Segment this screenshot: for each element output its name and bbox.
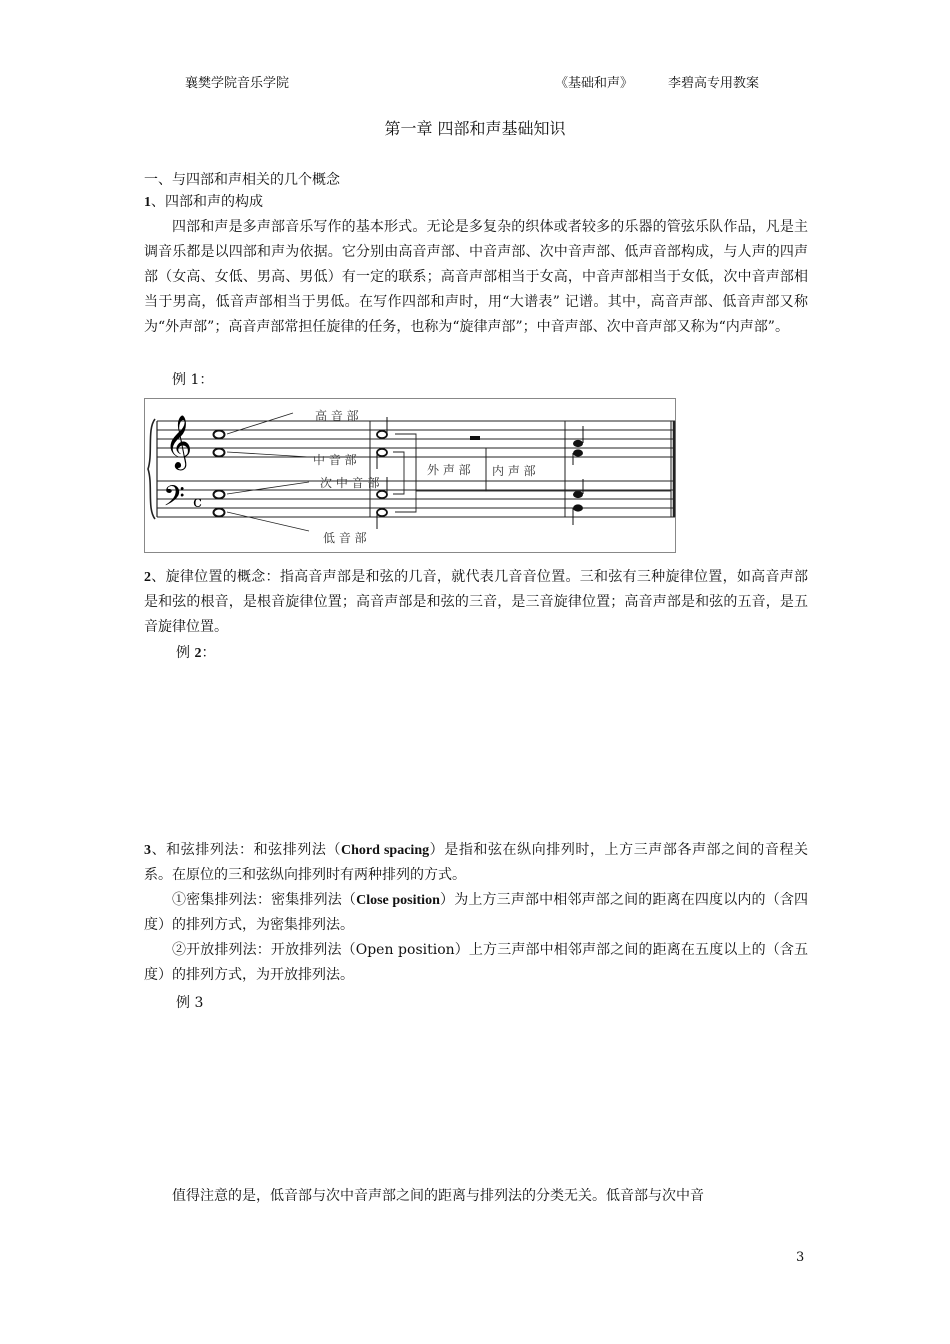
chord-3-quarter-notes: [573, 426, 583, 525]
close-term: Close position: [356, 893, 440, 908]
example2-prefix: 例: [176, 645, 195, 661]
page-number: 3: [796, 1250, 805, 1265]
label-outer-voices: 外 声 部: [427, 463, 471, 477]
item1-number: 1: [144, 195, 151, 210]
label-alto: 中 音 部: [313, 453, 357, 467]
item3-term: Chord spacing: [341, 843, 430, 858]
open-position-paragraph: ②开放排列法：开放排列法（Open position）上方三声部中相邻声部之间的距离在五度以上的（含五度）的排列方式，为开放排列法。: [144, 942, 808, 983]
item3-title-pre: 、和弦排列法：和弦排列法（: [151, 842, 342, 858]
chord-1-whole-notes: [214, 431, 225, 517]
chord-2-half-notes: [377, 417, 387, 529]
example2-label: [176, 642, 215, 662]
item1-title: 、四部和声的构成: [151, 194, 263, 210]
label-inner-voices: 内 声 部: [492, 464, 536, 478]
example2-suffix: ：: [201, 645, 216, 661]
item3-title-post: ）是指和弦在纵向排列时，上方三声部各声部之间的音程关系。在原位的三和弦纵向排列时有两种排列的方式。: [144, 842, 808, 883]
label-soprano: 高 音 部: [315, 409, 359, 423]
close-pre: ①密集排列法：密集排列法（: [172, 892, 357, 908]
item3-number: 3: [144, 843, 151, 858]
item3-paragraph: [144, 838, 808, 888]
grand-staff-figure: [144, 398, 676, 553]
header-author: 李碧高专用教案: [668, 76, 760, 91]
item2-paragraph: [144, 565, 808, 640]
grand-staff-brace: [148, 419, 155, 519]
example2-number: 2: [194, 646, 202, 661]
close-post: ）为上方三声部中相邻声部之间的距离在四度以内的（含四度）的排列方式，为密集排列法。: [144, 892, 809, 933]
header-book-title: 《基础和声》: [555, 76, 634, 91]
grand-staff-svg: [145, 399, 677, 554]
time-signature: c: [193, 492, 202, 511]
item1-heading: [144, 190, 808, 215]
treble-clef-icon: 𝄞: [165, 414, 193, 468]
item2-body: 、旋律位置的概念：指高音声部是和弦的几音，就代表几音音位置。三和弦有三种旋律位置，如高音声部是和弦的根音，是根音旋律位置；高音声部是和弦的三音，是三音旋律位置；高音声部是和弦的五音，是五音旋律位置。: [144, 569, 808, 635]
half-rest: [470, 436, 480, 440]
voice-pointer-lines: [227, 413, 309, 531]
item1-body: 四部和声是多声部音乐写作的基本形式。无论是多复杂的织体或者较多的乐器的管弦乐队作品，凡是主调音乐都是以四部和声为依据。它分别由高音声部、中音声部、次中音声部、低声音部构成，与人声的四声部（女高、女低、男高、男低）有一定的联系；高音声部相当于女高，中音声部相当于女低，次中音声部相当于男高，低音声部相当于男低。在写作四部和声时，用“大谱表” 记谱。其中，高音声部、低音声部又称为“外声部”；高音声部常担任旋律的任务，也称为“旋律声部”；中音声部、次中音声部又称为“内声部”。: [144, 219, 808, 335]
example1-label: 例 1：: [172, 372, 214, 388]
header-institution: 襄樊学院音乐学院: [185, 76, 290, 91]
label-bass: 低 音 部: [323, 531, 367, 545]
section1-heading: 一、与四部和声相关的几个概念: [144, 172, 340, 188]
bass-clef-icon: 𝄢: [163, 480, 185, 520]
item2-number: 2: [144, 570, 151, 585]
closing-paragraph: 值得注意的是，低音部与次中音声部之间的距离与排列法的分类无关。低音部与次中音: [172, 1188, 704, 1204]
label-tenor: 次 中 音 部: [320, 476, 380, 490]
chapter-title: 第一章 四部和声基础知识: [384, 119, 566, 138]
example3-label: 例 3: [176, 995, 204, 1011]
close-position-paragraph: [144, 888, 808, 938]
